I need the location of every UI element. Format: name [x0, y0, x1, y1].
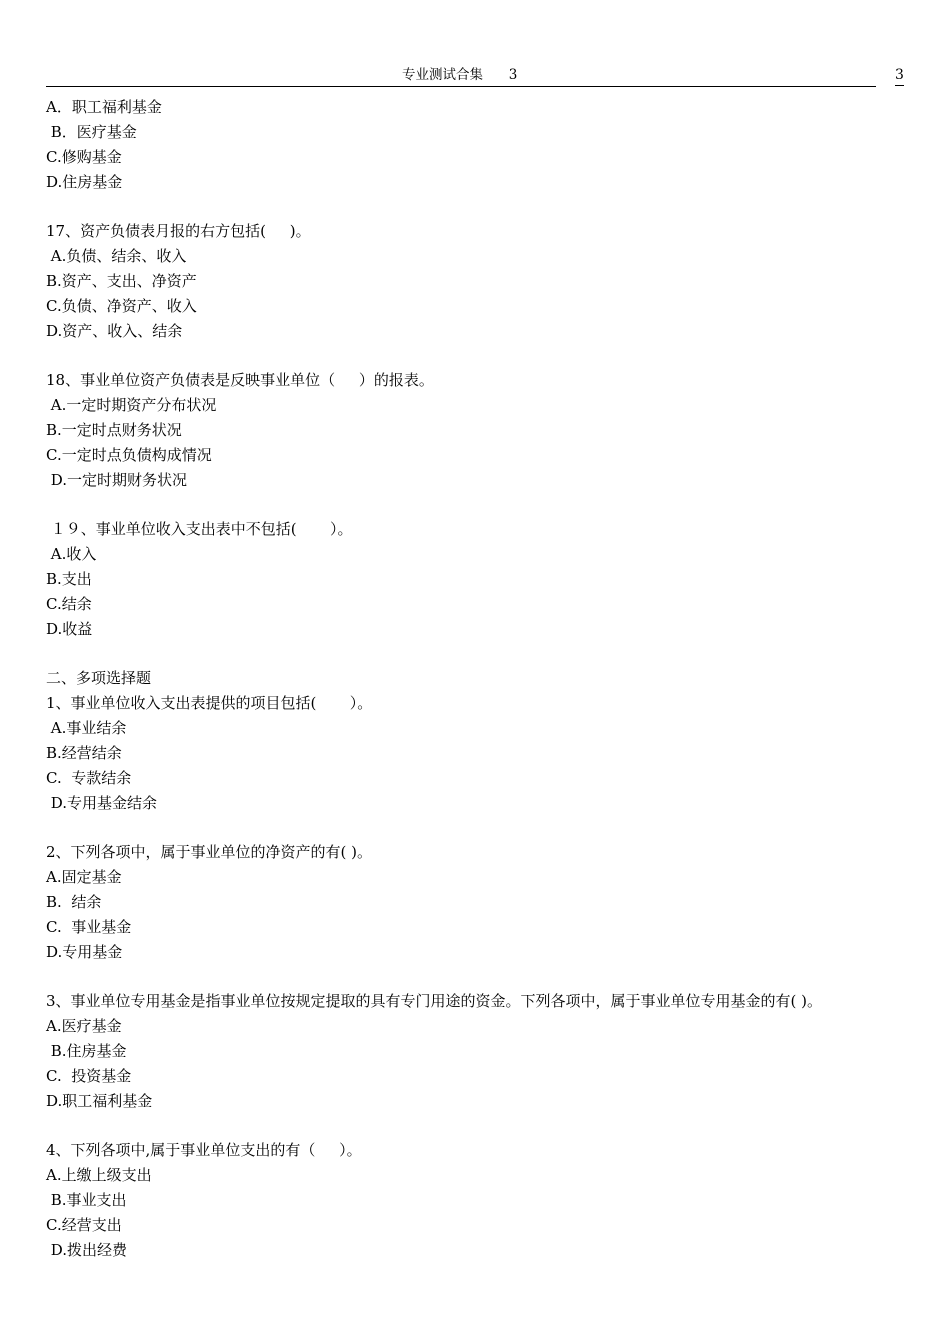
spacer: [46, 343, 926, 368]
option-b: B．医疗基金: [46, 122, 137, 141]
option-c: C. 投资基金: [46, 1066, 132, 1085]
option-b: B.资产、支出、净资产: [46, 271, 197, 290]
question-19: [46, 517, 926, 641]
option-a: A．职工福利基金: [46, 98, 162, 116]
option-d: D.拨出经费: [46, 1240, 128, 1259]
option-d: D.职工福利基金: [46, 1091, 153, 1110]
document-body: [46, 95, 926, 1263]
question-text: 4、下列各项中,属于事业单位支出的有（ ）。: [46, 1141, 362, 1160]
option-a: A.上缴上级支出: [46, 1166, 152, 1185]
option-c: C. 专款结余: [46, 768, 132, 787]
option-d: D.住房基金: [46, 172, 123, 191]
header-title: 专业测试合集 3: [402, 67, 518, 83]
option-b: B.住房基金: [46, 1042, 127, 1061]
section-heading: 二、多项选择题: [46, 669, 152, 688]
question-text: １９、事业单位收入支出表中不包括( ）。: [46, 520, 353, 539]
spacer: [46, 194, 926, 219]
multiple-choice-question-2: [46, 840, 926, 964]
spacer: [46, 642, 926, 667]
option-b: B.一定时点财务状况: [46, 420, 182, 439]
question-17: [46, 219, 926, 343]
option-a: A.一定时期资产分布状况: [46, 396, 217, 415]
option-a: A.负债、结余、收入: [46, 247, 187, 266]
question-text: 17、资产负债表月报的右方包括( )。: [46, 222, 311, 241]
page-header: [46, 66, 876, 87]
spacer: [46, 815, 926, 840]
option-c: C. 事业基金: [46, 917, 132, 936]
option-a: A.收入: [46, 545, 97, 564]
option-c: C.修购基金: [46, 147, 122, 166]
option-c: C.负债、净资产、收入: [46, 296, 197, 315]
option-d: D.专用基金结余: [46, 793, 158, 812]
question-18: [46, 368, 926, 492]
option-b: B. 结余: [46, 893, 102, 911]
option-b: B.支出: [46, 570, 92, 589]
spacer: [46, 493, 926, 518]
option-d: D.资产、收入、结余: [46, 321, 183, 340]
question-16-options: [46, 95, 926, 194]
option-d: D.专用基金: [46, 942, 123, 961]
option-c: C.结余: [46, 594, 92, 613]
option-c: C.一定时点负债构成情况: [46, 445, 212, 464]
option-a: A.医疗基金: [46, 1017, 122, 1036]
multiple-choice-question-3: [46, 989, 926, 1113]
option-a: A.固定基金: [46, 868, 122, 887]
spacer: [46, 1114, 926, 1139]
multiple-choice-question-4: [46, 1138, 926, 1262]
spacer: [46, 965, 926, 990]
option-b: B.事业支出: [46, 1191, 127, 1210]
question-text: 1、事业单位收入支出表提供的项目包括( ）。: [46, 694, 373, 713]
option-d: D.收益: [46, 619, 93, 638]
question-text: 18、事业单位资产负债表是反映事业单位（ ）的报表。: [46, 371, 434, 390]
option-d: D.一定时期财务状况: [46, 470, 188, 489]
option-c: C.经营支出: [46, 1215, 122, 1234]
option-b: B.经营结余: [46, 743, 122, 762]
option-a: A.事业结余: [46, 719, 127, 738]
question-text: 3、事业单位专用基金是指事业单位按规定提取的具有专门用途的资金。下列各项中，属于事业单位专用基金的有( )。: [46, 992, 823, 1011]
page-number: 3: [895, 66, 904, 86]
question-text: 2、下列各项中，属于事业单位的净资产的有( )。: [46, 843, 373, 862]
multiple-choice-question-1: [46, 666, 926, 815]
